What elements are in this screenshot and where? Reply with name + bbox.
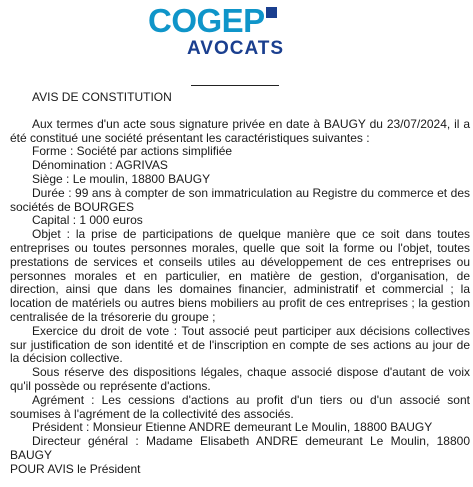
paragraph-intro: Aux termes d'un acte sous signature privée en date à BAUGY du 23/07/2024, il a été constitué une société présentant les caractéristiques suivantes :: [10, 116, 470, 145]
paragraph-objet: Objet : la prise de participations de quelque manière que ce soit dans toutes entreprises ou toutes personnes morales, quelle que soit la forme ou l'objet, toutes prestations de services et conseils utiles au développement de ces entreprises ou personnes morales et en particulier, en matière de gestion, d'organisation, de direction, ainsi que dans les domaines financier, administratif et commercial ; la location de matériels ou autres biens mobiliers au profit de ces entreprises ; la gestion centralisée de la trésorerie du groupe ;: [10, 227, 470, 324]
paragraph-siege: Siège : Le moulin, 18800 BAUGY: [32, 171, 211, 186]
paragraph-forme: Forme : Société par actions simplifiée: [32, 144, 233, 159]
separator-rule: [191, 85, 279, 86]
paragraph-voix: Sous réserve des dispositions légales, chaque associé dispose d'autant de voix qu'il possède ou représente d'actions.: [10, 365, 470, 393]
paragraph-agrement: Agrément : Les cessions d'actions au profit d'un tiers ou d'un associé sont soumises à l'agrément de la collectivité des associés.: [10, 392, 470, 421]
paragraph-signature: POUR AVIS le Président: [10, 461, 141, 476]
logo-square-icon: [266, 7, 277, 18]
cogep-avocats-logo: [0, 4, 473, 66]
notice-title: AVIS DE CONSTITUTION: [32, 90, 172, 104]
paragraph-duree: Durée : 99 ans à compter de son immatriculation au Registre du commerce et des sociétés de BOURGES: [10, 185, 470, 214]
paragraph-capital: Capital : 1 000 euros: [32, 213, 143, 228]
paragraph-directeur-general: Directeur général : Madame Elisabeth ANDRE demeurant Le Moulin, 18800 BAUGY: [10, 434, 470, 462]
logo-brand-text: COGEP: [148, 2, 265, 39]
logo-wordmark: [148, 4, 277, 38]
logo-subtitle: AVOCATS: [187, 38, 285, 59]
legal-notice: [10, 91, 470, 477]
paragraph-denomination: Dénomination : AGRIVAS: [32, 158, 168, 173]
paragraph-president: Président : Monsieur Etienne ANDRE demeurant Le Moulin, 18800 BAUGY: [32, 420, 433, 435]
paragraph-droit-de-vote: Exercice du droit de vote : Tout associé peut participer aux décisions collectives sur justification de son identité et de l'inscription en compte de ses actions au jour de la décision collective.: [10, 323, 470, 366]
